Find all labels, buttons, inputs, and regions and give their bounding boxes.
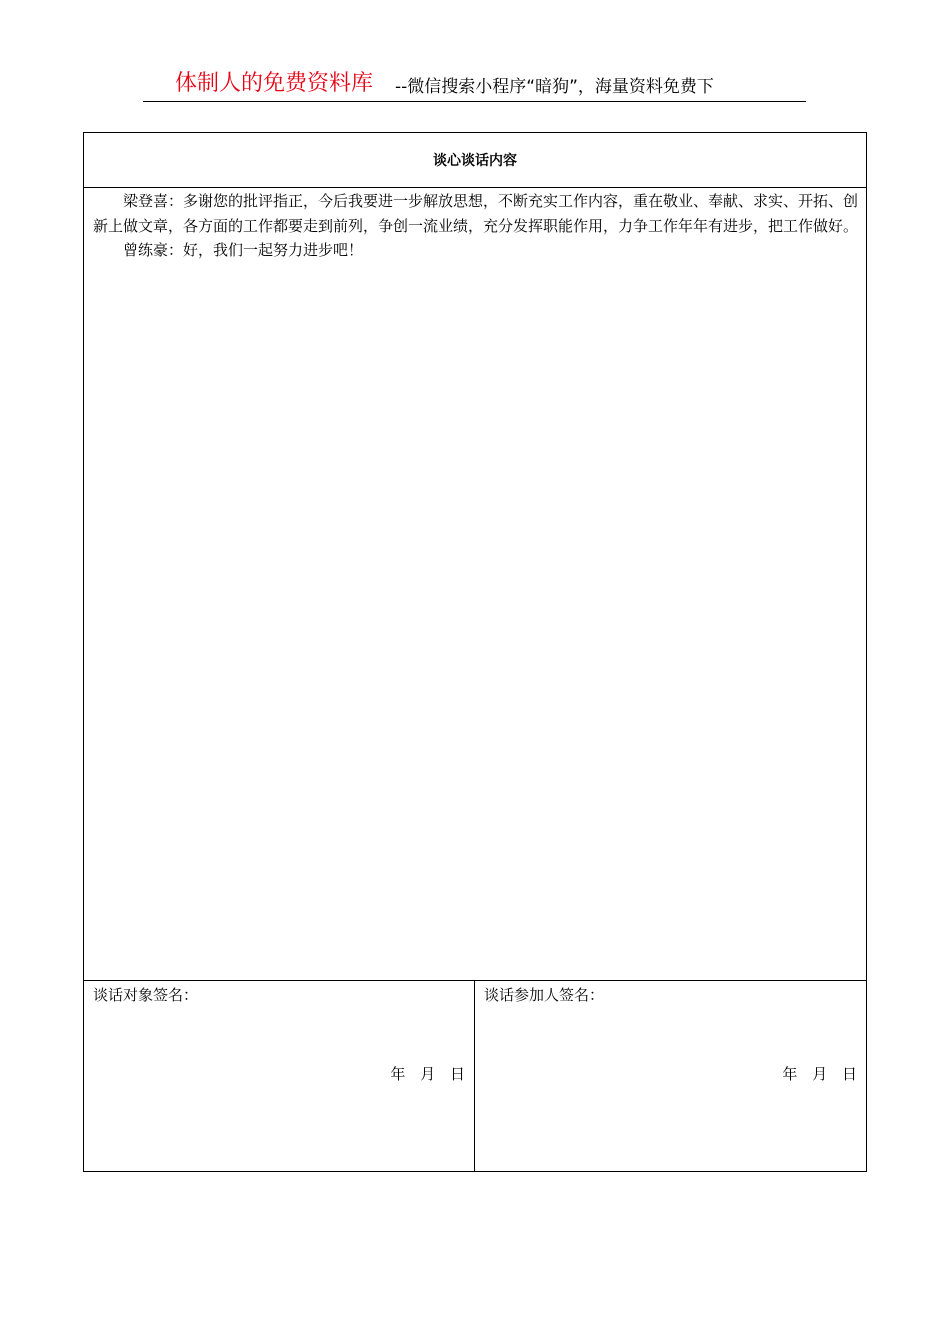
date-day-label: 日	[841, 1065, 857, 1083]
talk-record-form	[83, 132, 867, 1172]
participant-signature-label: 谈话参加人签名：	[484, 986, 605, 1004]
interviewee-signature-cell	[84, 981, 475, 1172]
talk-paragraph: 梁登喜：多谢您的批评指正，今后我要进一步解放思想，不断充实工作内容，重在敬业、奉献、求实、开拓、创新上做文章，各方面的工作都要走到前列，争创一流业绩，充分发挥职能作用，力争工作年年有进步，把工作做好。	[93, 192, 859, 235]
date-day-label: 日	[449, 1065, 465, 1083]
date-month-label: 月	[812, 1065, 828, 1083]
signature-row	[84, 980, 866, 1172]
header-promo-text: --微信搜索小程序“暗狗”，海量资料免费下	[395, 77, 714, 97]
form-title-row	[84, 133, 866, 188]
interviewee-signature-label: 谈话对象签名：	[93, 986, 199, 1004]
header-brand-text: 体制人的免费资料库	[175, 71, 374, 96]
form-title: 谈心谈话内容	[433, 153, 517, 169]
participant-signature-cell	[475, 981, 866, 1172]
talk-content-area	[93, 189, 859, 263]
date-month-label: 月	[420, 1065, 436, 1083]
participant-date	[772, 1063, 857, 1085]
watermark-header	[143, 68, 806, 102]
interviewee-date	[380, 1063, 465, 1085]
date-year-label: 年	[782, 1065, 798, 1083]
talk-paragraph: 曾练豪：好，我们一起努力进步吧！	[123, 241, 364, 259]
date-year-label: 年	[390, 1065, 406, 1083]
